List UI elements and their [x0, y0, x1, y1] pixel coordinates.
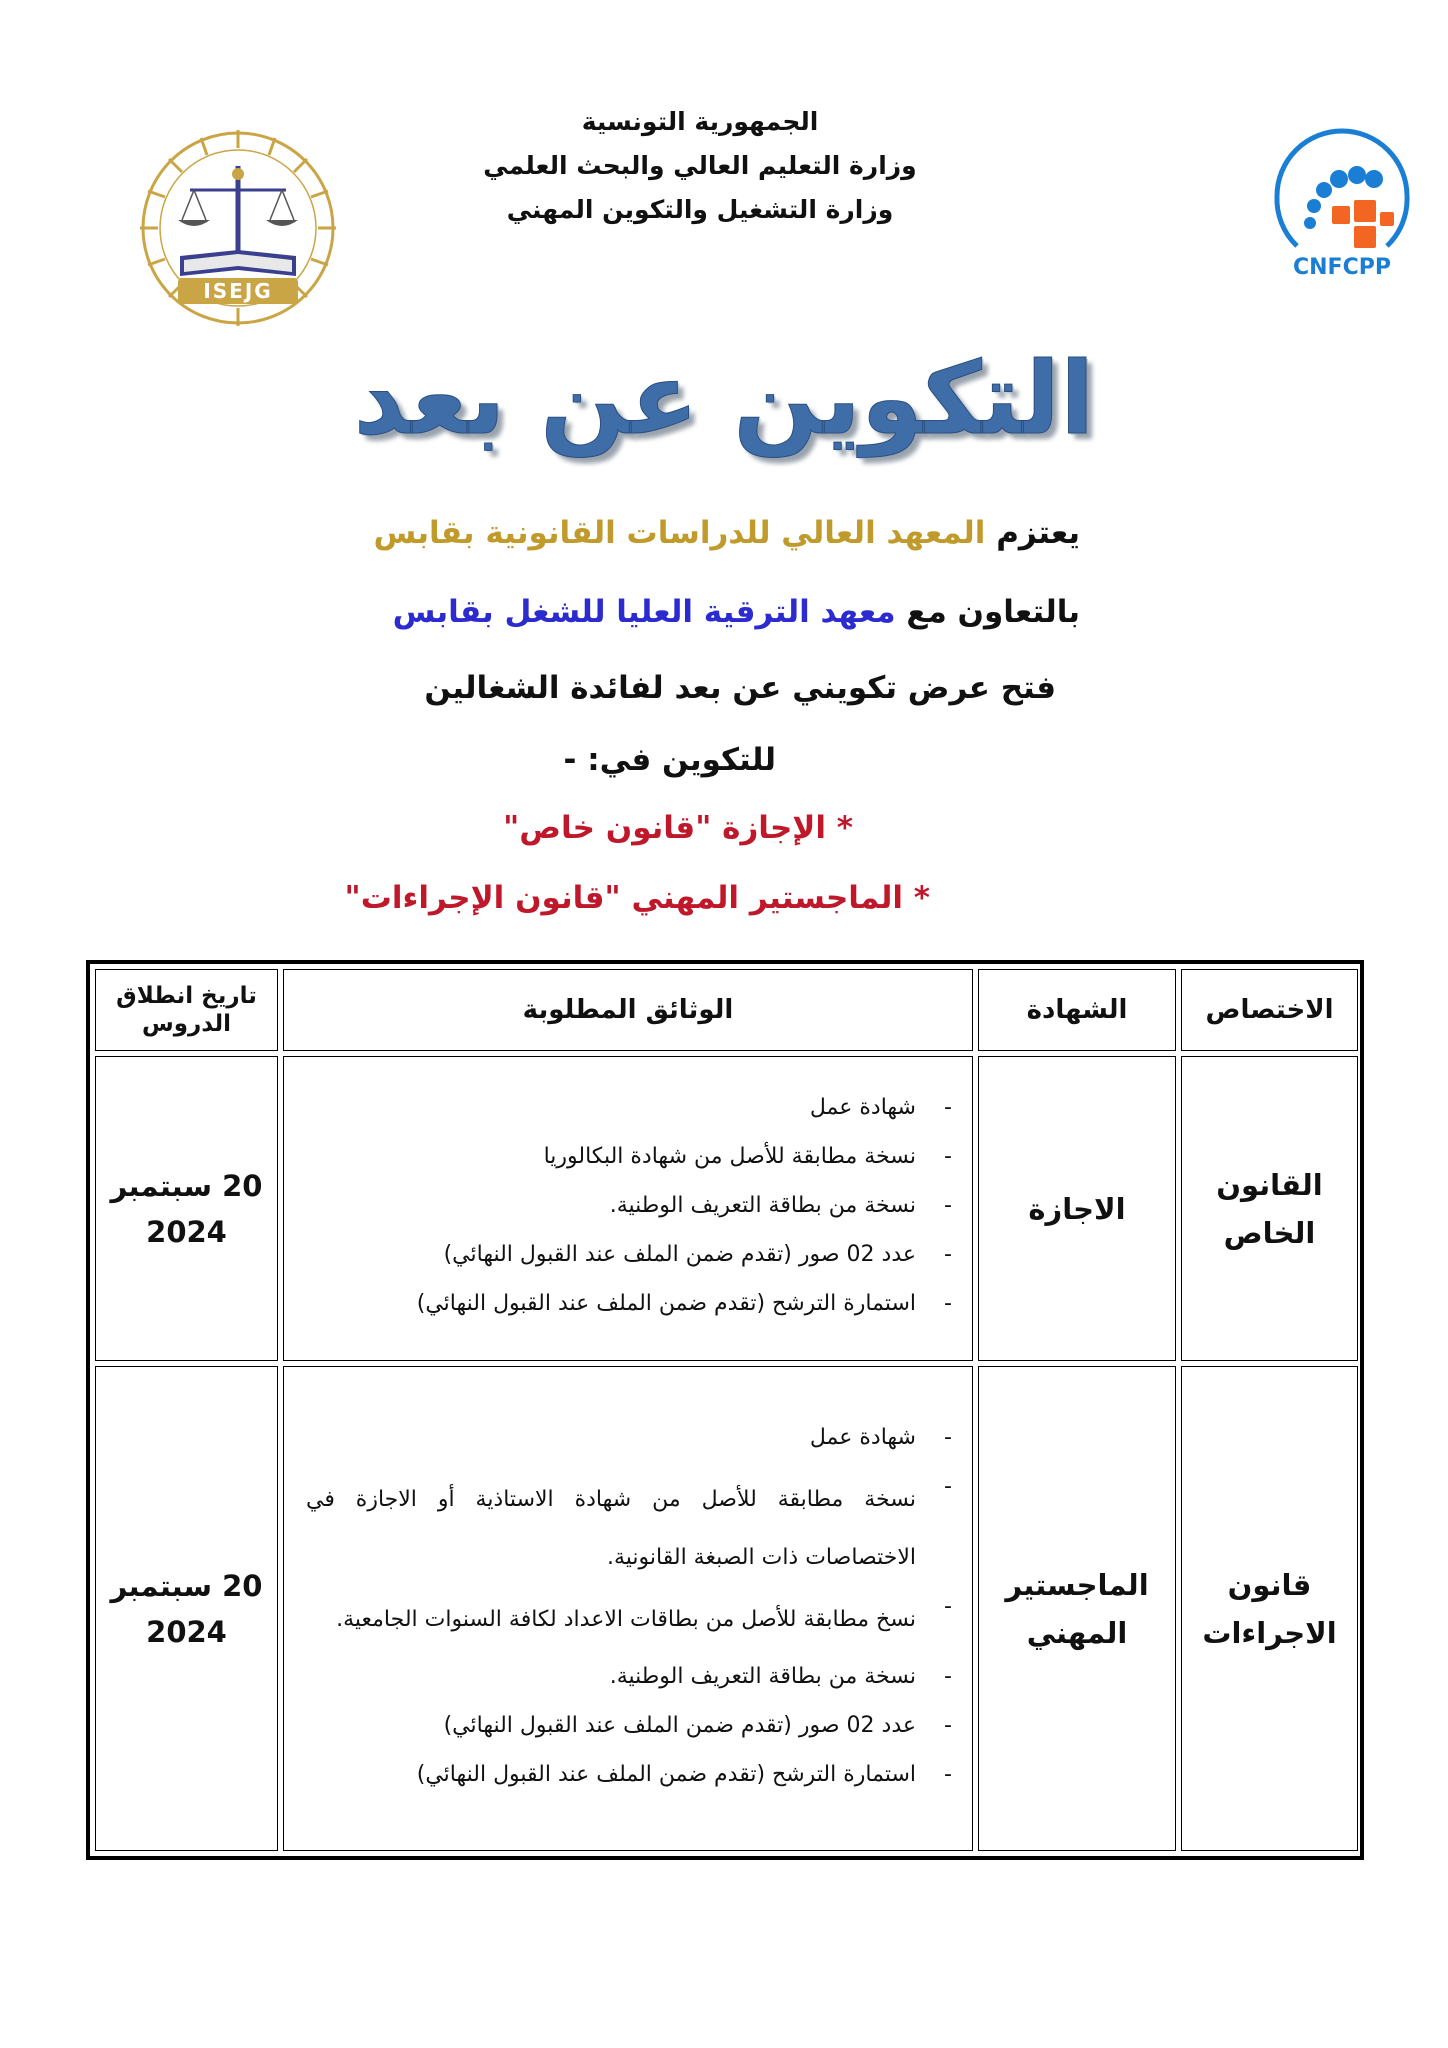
header-line-republic: الجمهورية التونسية: [581, 107, 819, 136]
certificate-cell: [978, 1056, 1176, 1361]
programs-table: [86, 960, 1364, 1860]
isejg-logo: [138, 128, 338, 328]
intro-line-1: [374, 515, 1080, 551]
document-item: - عدد 02 صور (تقدم ضمن الملف عند القبول النهائي): [443, 1712, 952, 1738]
intro-line-1-institute: المعهد العالي للدراسات القانونية بقابس: [373, 515, 986, 551]
documents-cell: [283, 1366, 973, 1851]
cnfcpp-logo: [1262, 126, 1422, 306]
ministry-header: [440, 100, 960, 232]
specialty-line: قانون: [1227, 1567, 1312, 1602]
document-item: - عدد 02 صور (تقدم ضمن الملف عند القبول النهائي): [443, 1242, 952, 1267]
start-date-line: 20 سبتمبر: [110, 1568, 263, 1603]
header-certificate: الشهادة: [978, 969, 1176, 1051]
document-item: - نسخة مطابقة للأصل من شهادة البكالوريا: [543, 1144, 952, 1169]
intro-line-3: فتح عرض تكويني عن بعد لفائدة الشغالين: [424, 670, 1056, 706]
start-date-cell: [95, 1366, 278, 1851]
document-item: - نسخة مطابقة للأصل من شهادة الاستاذية أو الاجازة في الاختصاصات ذات الصبغة القانونية.: [306, 1473, 952, 1570]
header-documents: الوثائق المطلوبة: [283, 969, 973, 1051]
start-date-line: 20 سبتمبر: [110, 1168, 263, 1203]
program-item-master: * الماجستير المهني "قانون الإجراءات": [344, 880, 930, 916]
intro-line-2-institute: معهد الترقية العليا للشغل بقابس: [392, 594, 896, 630]
program-item-license: * الإجازة "قانون خاص": [503, 810, 853, 846]
document-item: - استمارة الترشح (تقدم ضمن الملف عند القبول النهائي): [416, 1761, 952, 1787]
certificate-line: الماجستير: [1005, 1567, 1149, 1602]
documents-cell: [283, 1056, 973, 1361]
certificate-line: الاجازة: [1028, 1191, 1126, 1226]
start-date-cell: [95, 1056, 278, 1361]
cnfcpp-logo-text: CNFCPP: [1293, 255, 1391, 280]
header-specialty: الاختصاص: [1181, 969, 1358, 1051]
certificate-line: المهني: [1026, 1615, 1128, 1650]
document-item: - شهادة عمل: [809, 1095, 952, 1120]
document-item: - نسخ مطابقة للأصل من بطاقات الاعداد لكافة السنوات الجامعية.: [336, 1593, 952, 1632]
document-item: - استمارة الترشح (تقدم ضمن الملف عند القبول النهائي): [416, 1291, 952, 1316]
table-header-row: [95, 969, 1358, 1051]
specialty-line: الاجراءات: [1202, 1615, 1337, 1650]
page-title: التكوين عن بعد: [353, 340, 1095, 457]
intro-line-2-prefix: بالتعاون مع: [906, 594, 1080, 630]
header-line-higher-education: وزارة التعليم العالي والبحث العلمي: [483, 151, 917, 180]
table-row: [95, 1366, 1358, 1851]
table-row: [95, 1056, 1358, 1361]
header-start-date: تاريخ انطلاق الدروس: [95, 969, 278, 1051]
document-item: - شهادة عمل: [809, 1424, 952, 1450]
intro-line-2: [393, 594, 1080, 630]
header-line-employment: وزارة التشغيل والتكوين المهني: [506, 195, 894, 224]
start-date-line: 2024: [146, 1214, 227, 1249]
certificate-cell: [978, 1366, 1176, 1851]
document-item: - نسخة من بطاقة التعريف الوطنية.: [609, 1193, 952, 1218]
start-date-line: 2024: [146, 1614, 227, 1649]
specialty-line: الخاص: [1223, 1215, 1316, 1250]
isejg-logo-text: ISEJG: [203, 279, 273, 303]
specialty-line: القانون: [1216, 1167, 1323, 1202]
specialty-cell: [1181, 1366, 1358, 1851]
document-item: - نسخة من بطاقة التعريف الوطنية.: [609, 1663, 952, 1689]
intro-line-1-prefix: يعتزم: [996, 515, 1080, 551]
intro-line-4: للتكوين في: -: [563, 742, 776, 778]
specialty-cell: [1181, 1056, 1358, 1361]
